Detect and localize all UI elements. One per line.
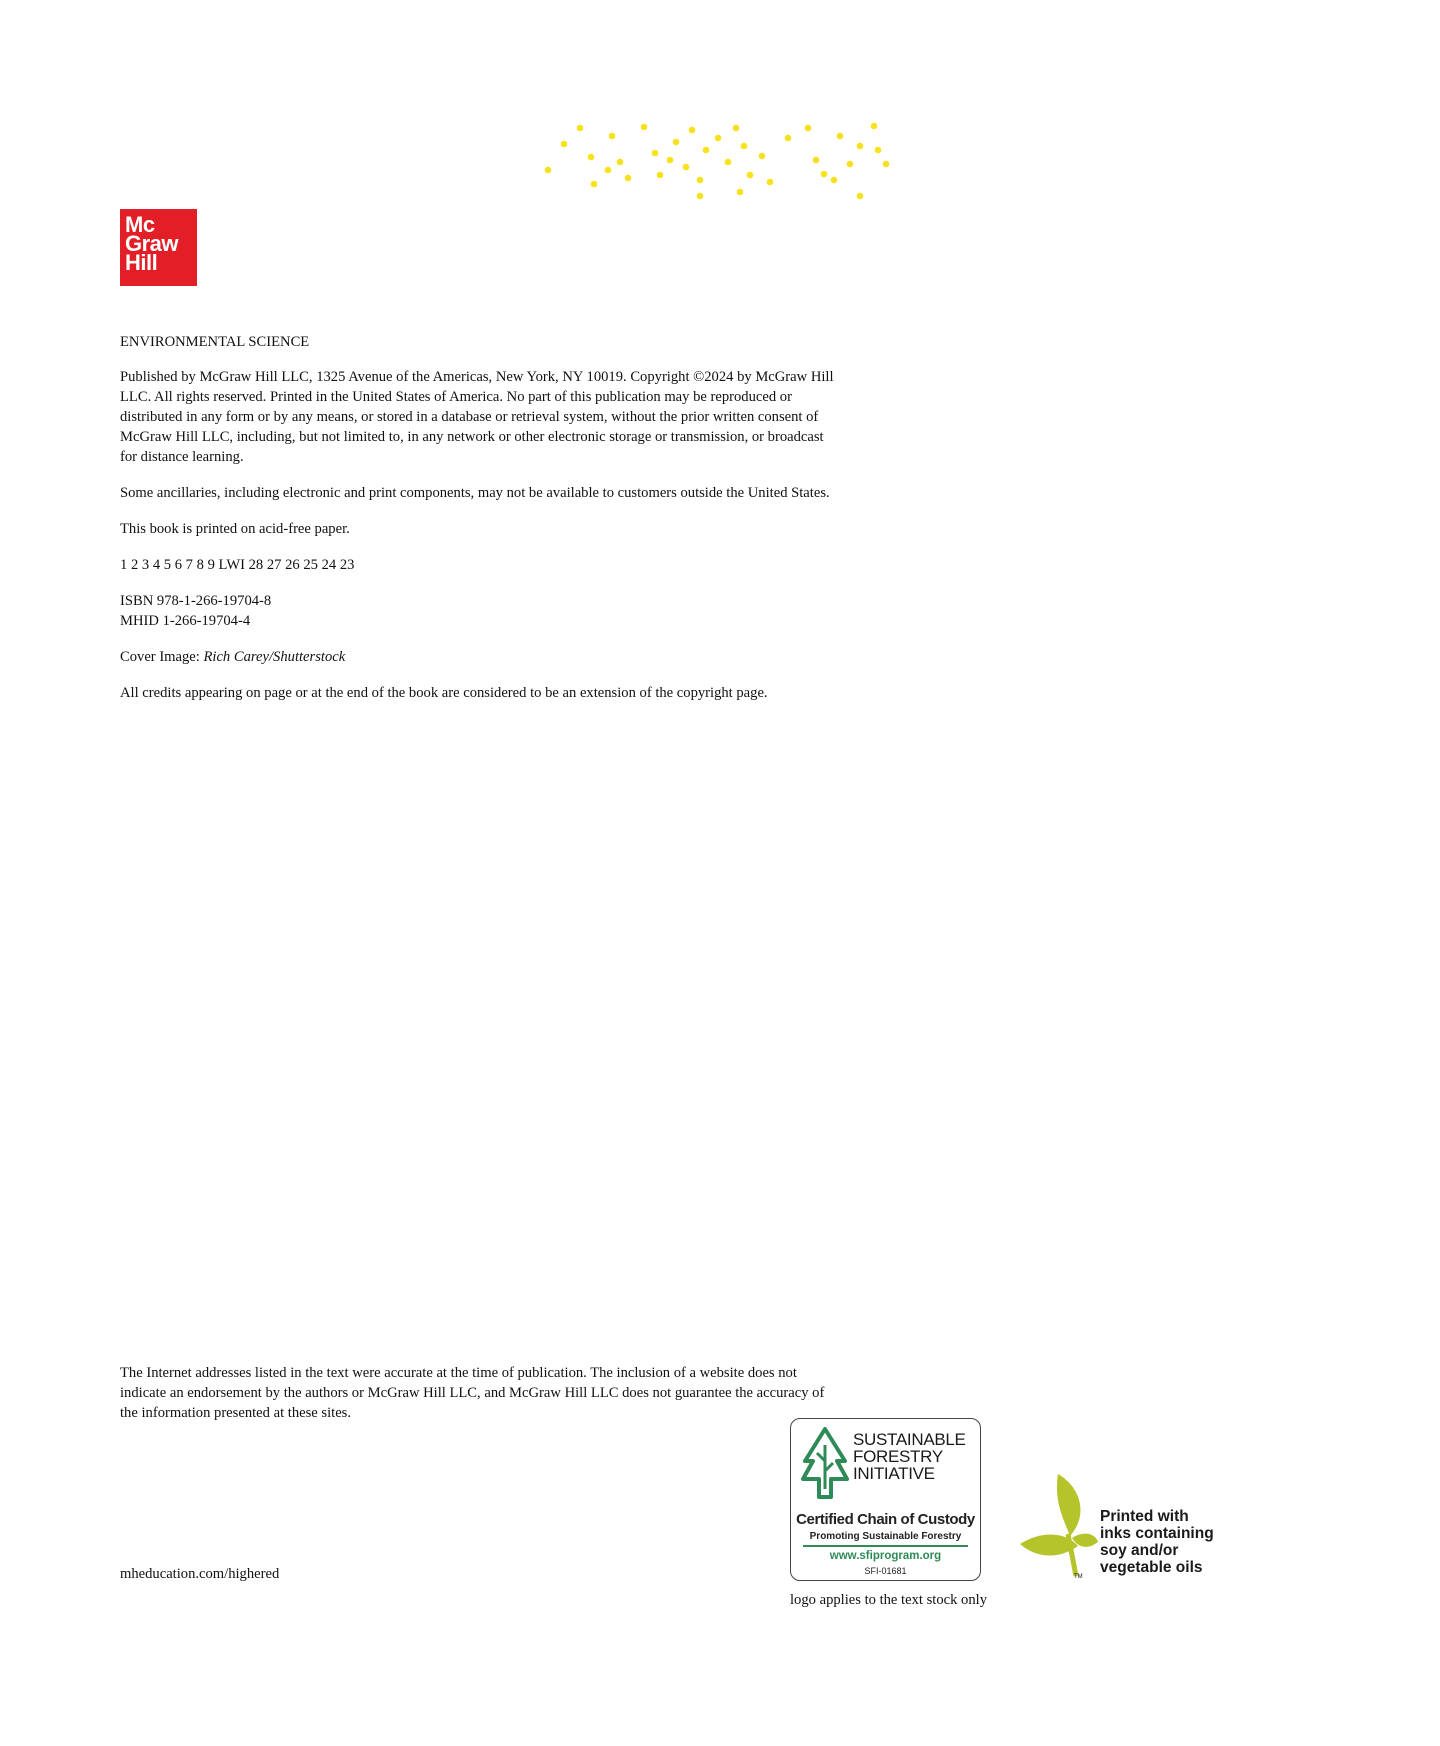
- sfi-tree-icon: [801, 1427, 849, 1505]
- soy-ink-logo: [1018, 1472, 1228, 1582]
- print-line: 1 2 3 4 5 6 7 8 9 LWI 28 27 26 25 24 23: [120, 557, 355, 573]
- sfi-name: [853, 1431, 978, 1482]
- trademark-mark: TM: [1074, 1574, 1083, 1580]
- mcgraw-hill-logo: [120, 209, 197, 286]
- paper-note: This book is printed on acid-free paper.: [120, 521, 350, 537]
- ancillaries-paragraph: Some ancillaries, including electronic and print components, may not be available to customers outside the United States.: [120, 485, 830, 501]
- sfi-caption: logo applies to the text stock only: [790, 1592, 987, 1608]
- soy-line-4: vegetable oils: [1100, 1559, 1203, 1576]
- book-title: ENVIRONMENTAL SCIENCE: [120, 334, 310, 350]
- soy-line-1: Printed with: [1100, 1508, 1189, 1525]
- logo-line-1: Mc: [125, 212, 155, 237]
- logo-line-2: Graw: [125, 231, 179, 256]
- logo-line-3: Hill: [125, 250, 158, 275]
- cover-credit: Rich Carey/Shutterstock: [203, 649, 346, 665]
- mhid: MHID 1-266-19704-4: [120, 613, 251, 629]
- sfi-code: SFI-01681: [864, 1566, 907, 1576]
- soy-line-2: inks containing: [1100, 1525, 1214, 1542]
- credits-note: All credits appearing on page or at the end of the book are considered to be an extension of the copyright page.: [120, 685, 768, 701]
- identifiers: [120, 591, 840, 631]
- cover-image-credit: [120, 647, 840, 667]
- sfi-promoting-text: Promoting Sustainable Forestry: [809, 1531, 962, 1542]
- isbn: ISBN 978-1-266-19704-8: [120, 593, 272, 609]
- sfi-name-line-3: INITIATIVE: [853, 1464, 935, 1483]
- sfi-website: www.sfiprogram.org: [829, 1550, 942, 1562]
- decorative-dot-pattern: [540, 120, 895, 200]
- soy-line-3: soy and/or: [1100, 1542, 1179, 1559]
- sfi-name-line-2: FORESTRY: [853, 1447, 943, 1466]
- cover-label: Cover Image:: [120, 649, 204, 665]
- sfi-certified-text: Certified Chain of Custody: [796, 1511, 975, 1528]
- soy-ink-text: [1100, 1508, 1230, 1576]
- copyright-content: [120, 332, 840, 719]
- sfi-certification-logo: [790, 1418, 981, 1581]
- publisher-paragraph: Published by McGraw Hill LLC, 1325 Avenue of the Americas, New York, NY 10019. Copyright ©2024 by McGraw Hill LLC. All rights reserved. Printed in the United States of America. No part of this publication may be reproduced or distributed in any form or by any means, or stored in a database or retrieval system, without the prior written consent of McGraw Hill LLC, including, but not limited to, in any network or other electronic storage or transmission, or broadcast for distance learning.: [120, 369, 834, 465]
- website-url: mheducation.com/highered: [120, 1566, 280, 1582]
- internet-disclaimer: The Internet addresses listed in the text were accurate at the time of publication. The inclusion of a website does not indicate an endorsement by the authors or McGraw Hill LLC, and McGraw Hill LLC does not guarantee the accuracy of the information presented at these sites.: [120, 1365, 825, 1421]
- soy-leaf-icon: [1018, 1472, 1100, 1582]
- sfi-divider: [803, 1545, 968, 1547]
- sfi-name-line-1: SUSTAINABLE: [853, 1430, 966, 1449]
- yellow-dots: [545, 123, 890, 200]
